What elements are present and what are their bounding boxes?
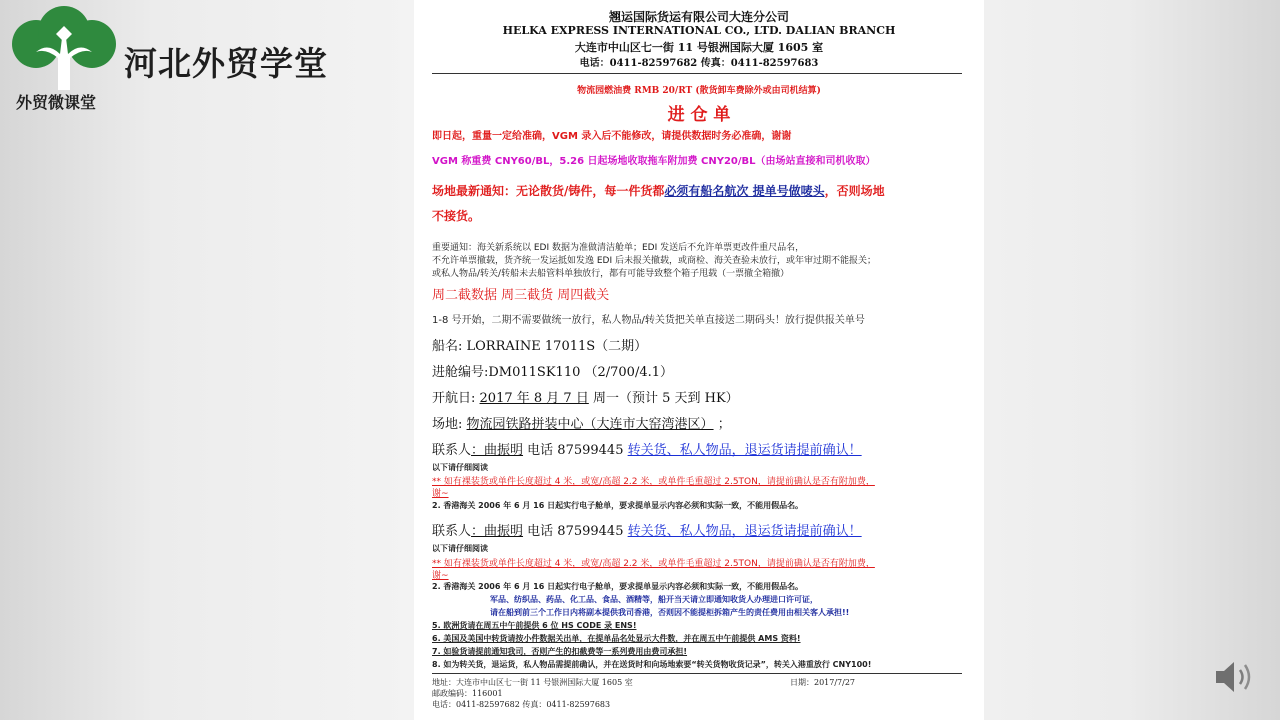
item-8-transfer: 8. 如为转关货，退运货，私人物品需提前确认，并在送货时和向场地索要“转关货物收货记录”，转关入港重放行 CNY100! (432, 660, 872, 669)
company-name-cn: 翘运国际货运有限公司大连分公司 (608, 10, 789, 24)
read-below: 以下请仔细阅读 (432, 463, 488, 472)
contact-name-repeat: ：曲振明 (471, 524, 524, 539)
footer-divider (432, 673, 962, 674)
footer-zip: 邮政编码：116001 (432, 689, 503, 698)
site-notice-part2: ，否则场地 (824, 184, 885, 198)
footer-date: 日期：2017/7/27 (790, 678, 856, 687)
contact-phone-repeat: 电话 87599445 (527, 524, 624, 539)
important-notice-line-1: 重要通知：海关新系统以 EDI 数据为准做清洁舱单；EDI 发送后不允许单票更改件重尺品名， (432, 243, 805, 253)
sailing-date-value: 2017 年 8 月 7 日 (479, 391, 589, 406)
site-notice-end: 不接货。 (432, 209, 481, 223)
restricted-goods-note: 军品、纺织品、药品、化工品、食品、酒精等，船开当天请立即通知收货人办理进口许可证， (490, 595, 818, 604)
site-notice (432, 182, 885, 199)
contact-label-repeat: 联系人 (432, 524, 472, 539)
audio-speaker-icon[interactable] (1212, 656, 1258, 698)
site-notice-highlight: 必须有船名航次 提单号做唛头 (664, 184, 825, 198)
logo-subtitle: 外贸微课堂 (16, 93, 97, 112)
site-end: ； (717, 417, 731, 432)
site-label: 场地: (432, 417, 463, 432)
documents-deadline-note: 请在船到前三个工作日内将副本提供我司香港，否则因不能提柜拆箱产生的责任费用由相关客人承担!! (490, 608, 850, 617)
company-phone: 电话：0411-82597682 传真：0411-82597683 (579, 58, 819, 69)
oversize-warning-repeat: ** 如有裸装货或单件长度超过 4 米，或宽/高超 2.2 米，或单件毛重超过 2.5TON，请提前确认是否有附加费， (432, 559, 875, 569)
contact-name: ：曲振明 (471, 443, 524, 458)
hk-customs-rule: 2. 香港海关 2006 年 6 月 16 日起实行电子舱单，要求提单显示内容必须和实际一致，不能用假品名。 (432, 501, 804, 510)
header-divider (432, 73, 962, 74)
contact-note-repeat: 转关货、私人物品，退运货请提前确认！ (627, 524, 862, 539)
document-title: 进 仓 单 (667, 105, 731, 125)
read-below-repeat: 以下请仔细阅读 (432, 544, 488, 553)
logo-title: 河北外贸学堂 (124, 44, 328, 83)
contact-line-repeat (432, 520, 866, 539)
vgm-fee-notice: VGM 称重费 CNY60/BL，5.26 日起场地收取拖车附加费 CNY20/BL（由场站直接和司机收取） (432, 156, 876, 167)
warehouse-entry-document (414, 0, 984, 720)
vgm-notice: 即日起，重量一定给准确，VGM 录入后不能修改，请提供数据时务必准确，谢谢 (432, 131, 792, 142)
oversize-warning-end: 谢~ (432, 489, 449, 499)
tree-logo-icon (6, 4, 124, 90)
site-value: 物流园铁路拼装中心（大连市大窑湾港区） (466, 417, 714, 432)
vessel-name: 船名: LORRAINE 17011S（二期） (432, 339, 648, 354)
site-notice-part1: 场地最新通知：无论散货/铸件，每一件货都 (432, 184, 665, 198)
warehouse-site (432, 413, 731, 432)
contact-label: 联系人 (432, 443, 472, 458)
release-note: 1-8 号开始，二期不需要做统一放行，私人物品/转关货把关单直接送二期码头！放行提供报关单号 (432, 315, 865, 326)
cutoff-schedule: 周二截数据 周三截货 周四截关 (432, 288, 610, 303)
footer-address: 地址：大连市中山区七一街 11 号银洲国际大厦 1605 室 (432, 678, 633, 687)
contact-note: 转关货、私人物品，退运货请提前确认！ (627, 443, 862, 458)
hk-customs-rule-repeat: 2. 香港海关 2006 年 6 月 16 日起实行电子舱单，要求提单显示内容必须和实际一致，不能用假品名。 (432, 582, 804, 591)
contact-line (432, 439, 862, 458)
oversize-warning: ** 如有裸装货或单件长度超过 4 米，或宽/高超 2.2 米，或单件毛重超过 2.5TON，请提前确认是否有附加费， (432, 477, 875, 487)
contact-phone: 电话 87599445 (527, 443, 624, 458)
important-notice-line-2: 不允许单票撤载，货齐统一发运抵如发逸 EDI 后未报关撤载，或商检、海关查验未放行，或年审过期不能报关； (432, 256, 876, 266)
company-address: 大连市中山区七一街 11 号银洲国际大厦 1605 室 (574, 41, 824, 54)
footer-phone: 电话：0411-82597682 传真：0411-82597683 (432, 700, 611, 709)
item-6-usa: 6. 美国及美国中转货请按小件数据关出单，在提单品名处显示大件数，并在周五中午前提供 AMS 资料! (432, 634, 801, 643)
oversize-warning-end-repeat: 谢~ (432, 571, 449, 581)
logo (6, 4, 346, 110)
fuel-fee-note: 物流园燃油费 RMB 20/RT (散货卸车费除外或由司机结算) (577, 86, 821, 96)
sailing-date-rest: 周一（预计 5 天到 HK） (592, 391, 739, 406)
sailing-date-label: 开航日: (432, 391, 476, 406)
important-notice-line-3: 或私人物品/转关/转船未去船管料单独放行，都有可能导致整个箱子甩载（一票撤全箱撤） (432, 269, 790, 279)
item-7-inspection: 7. 如验货请提前通知我司，否则产生的扣截费等一系列费用由费司承担! (432, 647, 688, 656)
company-name-en: HELKA EXPRESS INTERNATIONAL CO., LTD. DALIAN BRANCH (502, 24, 896, 37)
sailing-date (432, 387, 739, 406)
entry-number: 进舱编号:DM011SK110 （2/700/4.1） (432, 365, 674, 380)
item-5-europe: 5. 欧洲货请在周五中午前提供 6 位 HS CODE 录 ENS! (432, 621, 637, 630)
